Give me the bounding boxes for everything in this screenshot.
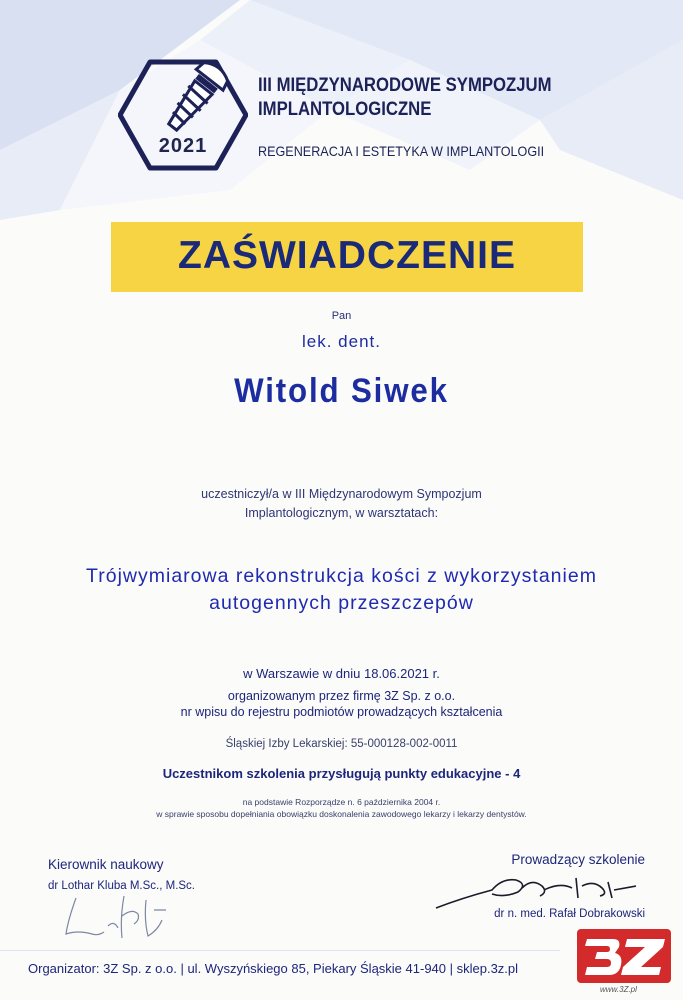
footer (0, 950, 560, 989)
certificate-heading: ZAŚWIADCZENIE (178, 234, 516, 277)
participation-line2: Implantologicznym, w warsztatach: (244, 506, 439, 520)
education-points: Uczestnikom szkolenia przysługują punkty edukacyjne - 4 (162, 766, 521, 781)
right-signature (432, 868, 642, 913)
recipient-title: lek. dent. (302, 332, 381, 351)
workshop-title (0, 563, 683, 617)
legal-line2: w sprawie sposobu dopełniania obowiązku doskonalenia zawodowego lekarzy i lekarzy dentystów. (156, 809, 527, 819)
registry-number: Śląskiej Izby Lekarskiej: 55-000128-002-0011 (225, 738, 458, 750)
left-signer-role: Kierownik naukowy (48, 857, 164, 872)
event-title (258, 74, 610, 122)
heading-banner (111, 222, 583, 292)
event-subtitle: REGENERACJA I ESTETYKA W IMPLANTOLOGII (258, 143, 545, 159)
legal-basis (0, 796, 683, 820)
participation-text (0, 485, 683, 523)
left-signer-name: dr Lothar Kluba M.Sc., M.Sc. (48, 880, 196, 892)
brand-url: www.3Z.pl (600, 985, 637, 994)
organizer-line1: organizowanym przez firmę 3Z Sp. z o.o. (227, 689, 456, 703)
workshop-line2: autogennych przeszczepów (209, 592, 474, 614)
event-title-line2: IMPLANTOLOGICZNE (258, 99, 432, 120)
recipient-name: Witold Siwek (234, 372, 449, 410)
participation-line1: uczestniczył/a w III Międzynarodowym Sympozjum (201, 487, 482, 501)
salutation: Pan (331, 310, 352, 322)
organizer-info (0, 688, 683, 720)
event-date: w Warszawie w dniu 18.06.2021 r. (243, 666, 440, 681)
event-title-line1: III MIĘDZYNARODOWE SYMPOZJUM (258, 75, 552, 96)
left-signature (58, 890, 178, 945)
right-signer-name: dr n. med. Rafał Dobrakowski (494, 908, 645, 920)
organizer-footer: Organizator: 3Z Sp. z o.o. | ul. Wyszyńskiego 85, Piekary Śląskie 41-940 | sklep.3z.pl (28, 961, 519, 976)
workshop-line1: Trójwymiarowa rekonstrukcja kości z wykorzystaniem (86, 565, 597, 587)
legal-line1: na podstawie Rozporządze n. 6 października 2004 r. (242, 797, 441, 807)
logo-year: 2021 (158, 135, 208, 157)
3z-logo (575, 925, 673, 987)
right-signer-role: Prowadzący szkolenie (511, 852, 645, 867)
organizer-line2: nr wpisu do rejestru podmiotów prowadzących kształcenia (180, 705, 503, 719)
